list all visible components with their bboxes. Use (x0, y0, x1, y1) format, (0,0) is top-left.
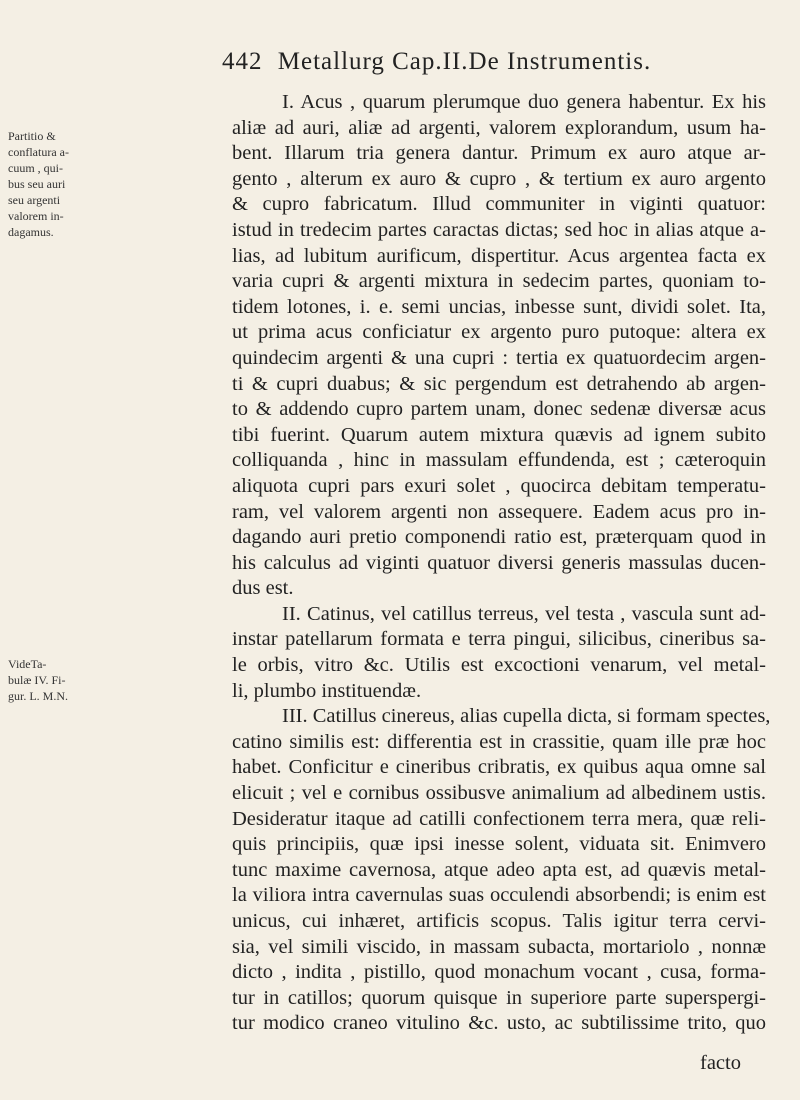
margin-note-line: cuum , qui- (8, 161, 63, 175)
margin-note-vide-tabulae (8, 656, 90, 704)
text-line: Desideratur itaque ad catilli confectionem terra mera, quæ reli- (232, 807, 766, 830)
text-line: colliquanda , hinc in massulam effundenda, est ; cæteroquin (232, 449, 766, 472)
text-line: dagando auri pretio componendi ratio est, præterquam quod in (232, 526, 766, 549)
text-line: II. Catinus, vel catillus terreus, vel testa , vascula sunt ad- (282, 602, 766, 625)
text-line: instar patellarum formata e terra pingui, silicibus, cineribus sa- (232, 628, 766, 651)
text-line: dus est. (232, 577, 294, 600)
margin-note-line: bulæ IV. Fi- (8, 673, 66, 687)
text-line: sia, vel simili viscido, in massam subacta, mortariolo , nonnæ (232, 935, 766, 958)
margin-note-line: conflatura a- (8, 145, 69, 159)
page-number: 442 (222, 48, 263, 75)
text-line: quis principiis, quæ ipsi inesse solent, viduata sit. Enimvero (232, 833, 766, 856)
text-line: bent. Illarum tria genera dantur. Primum ex auro atque ar- (232, 142, 766, 165)
text-line: ut prima acus conficiatur ex argento puro putoque: altera ex (232, 321, 766, 344)
margin-note-line: bus seu auri (8, 177, 66, 191)
text-line: habet. Conficitur e cineribus cribratis, ex quibus aqua omne sal (232, 756, 766, 779)
text-line: lias, ad lubitum aurificum, dispertitur. Acus argentea facta ex (232, 244, 766, 267)
text-line: le orbis, vitro &c. Utilis est excoctioni venarum, vel metal- (232, 654, 766, 677)
text-line: tur modico craneo vitulino &c. usto, ac subtilissime trito, quo (232, 1012, 766, 1035)
text-line: la viliora intra cavernulas suas occulendi absorbendi; is enim est (232, 884, 766, 907)
text-line: his calculus ad viginti quatuor diversi generis massulas ducen- (232, 551, 766, 574)
running-title: Metallurg Cap.II.De Instrumentis. (277, 48, 652, 75)
text-line: tidem lotones, i. e. semi uncias, inbesse sunt, dividi solet. Ita, (232, 295, 766, 318)
text-line: III. Catillus cinereus, alias cupella dicta, si formam spectes, (282, 705, 771, 728)
text-line: dicto , indita , pistillo, quod monachum vocant , cusa, forma- (232, 961, 766, 984)
margin-note-line: dagamus. (8, 225, 54, 239)
text-line: to & addendo cupro partem unam, donec sedenæ diversæ acus (232, 398, 766, 421)
running-header (222, 48, 762, 76)
text-line: li, plumbo instituendæ. (232, 679, 422, 702)
margin-note-line: seu argenti (8, 193, 61, 207)
margin-note-line: gur. L. M.N. (8, 689, 68, 703)
catchword: facto (700, 1052, 741, 1074)
text-line: unicus, cui inhæret, artificis scopus. Talis igitur terra cervi- (232, 910, 766, 932)
text-line: aliquota cupri pars exuri solet , quocirca debitam temperatu- (232, 474, 766, 497)
text-line: ram, vel valorem argenti non assequere. Eadem acus pro in- (232, 500, 766, 523)
margin-note-partitio (8, 128, 90, 240)
text-line: ti & cupri duabus; & sic pergendum est detrahendo ab argen- (232, 372, 766, 395)
text-line: varia cupri & argenti mixtura in sedecim partes, quoniam to- (232, 270, 766, 293)
margin-note-line: valorem in- (8, 209, 64, 223)
main-text (232, 90, 771, 1037)
text-line: & cupro fabricatum. Illud communiter in viginti quatuor: (232, 193, 766, 216)
text-line: tibi fuerint. Quarum autem mixtura quævis ad ignem subito (232, 423, 766, 446)
margin-note-line: VideTa- (8, 657, 47, 671)
text-line: aliæ ad auri, aliæ ad argenti, valorem explorandum, usum ha- (232, 116, 766, 139)
text-line: quindecim argenti & una cupri : tertia ex quatuordecim argen- (232, 346, 766, 369)
text-line: catino similis est: differentia est in crassitie, quam ille præ hoc (232, 730, 766, 753)
text-line: tur in catillos; quorum quisque in superiore parte superspergi- (232, 986, 766, 1009)
text-line: elicuit ; vel e cornibus ossibusve animalium ad albedinem ustis. (232, 782, 766, 805)
text-line: tunc maxime cavernosa, atque adeo apta est, ad quævis metal- (232, 858, 766, 881)
text-line: istud in tredecim partes caractas dictas; sed hoc in alias atque a- (232, 218, 766, 241)
text-line: gento , alterum ex auro & cupro , & tertium ex auro argento (232, 167, 766, 190)
text-line: I. Acus , quarum plerumque duo genera habentur. Ex his (282, 91, 766, 113)
margin-note-line: Partitio & (8, 129, 56, 143)
